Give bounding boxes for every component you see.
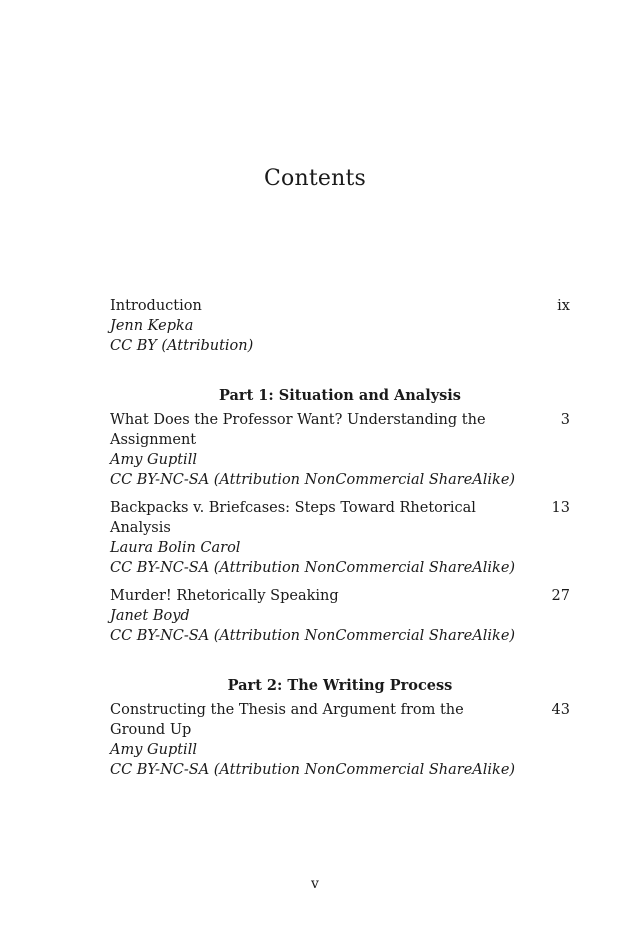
- toc-entry[interactable]: [110, 700, 570, 780]
- toc-entry-introduction[interactable]: [110, 296, 570, 356]
- entry-title[interactable]: Constructing the Thesis and Argument from the Ground Up: [110, 702, 464, 738]
- entry-license: CC BY (Attribution): [110, 338, 254, 354]
- entry-title[interactable]: Backpacks v. Briefcases: Steps Toward Rhetorical Analysis: [110, 500, 476, 536]
- entry-page-number: ix: [557, 298, 570, 314]
- entry-author: Janet Boyd: [110, 608, 190, 624]
- entry-page-number: 3: [560, 412, 570, 428]
- toc-entry[interactable]: [110, 410, 570, 490]
- entry-license: CC BY-NC-SA (Attribution NonCommercial ShareAlike): [110, 762, 516, 778]
- entry-license: CC BY-NC-SA (Attribution NonCommercial ShareAlike): [110, 628, 516, 644]
- part-heading-2: Part 2: The Writing Process: [227, 677, 453, 694]
- entry-page-number: 13: [551, 500, 570, 516]
- entry-author: Jenn Kepka: [110, 318, 194, 334]
- entry-title[interactable]: Murder! Rhetorically Speaking: [110, 588, 339, 604]
- page-title: Contents: [263, 166, 366, 191]
- page-folio: v: [311, 876, 319, 892]
- entry-author: Amy Guptill: [110, 452, 197, 468]
- table-of-contents: [110, 296, 570, 788]
- entry-license: CC BY-NC-SA (Attribution NonCommercial ShareAlike): [110, 560, 516, 576]
- toc-entry[interactable]: [110, 586, 570, 646]
- entry-page-number: 43: [551, 702, 570, 718]
- part-heading-1: Part 1: Situation and Analysis: [219, 387, 461, 404]
- entry-page-number: 27: [551, 588, 570, 604]
- entry-author: Laura Bolin Carol: [110, 540, 241, 556]
- toc-entry[interactable]: [110, 498, 570, 578]
- entry-license: CC BY-NC-SA (Attribution NonCommercial ShareAlike): [110, 472, 516, 488]
- entry-title[interactable]: What Does the Professor Want? Understanding the Assignment: [110, 412, 486, 448]
- entry-author: Amy Guptill: [110, 742, 197, 758]
- entry-title[interactable]: Introduction: [110, 298, 202, 314]
